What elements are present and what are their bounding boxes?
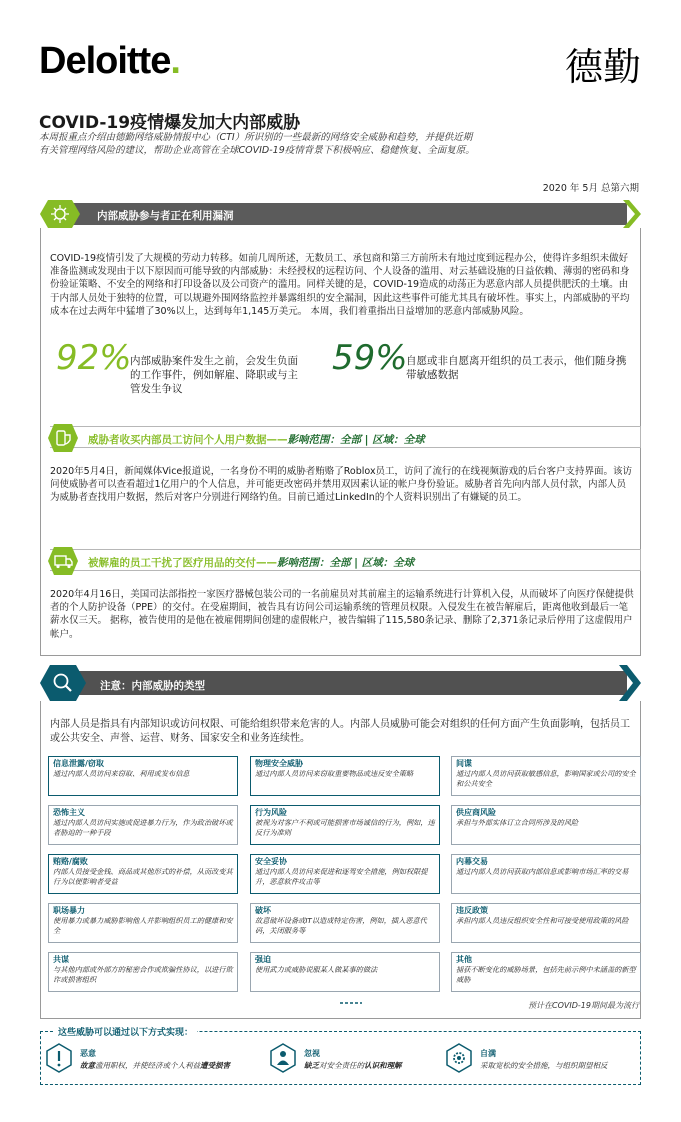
threat-type-card: 行为风险 被视为对客户不利或可能损害市场诚信的行为，例如，违反行为准则 [250,805,440,845]
section-title: 内部威胁参与者正在利用漏洞 [97,210,234,222]
section-banner-insider-threat [40,200,641,228]
virus-icon [40,200,80,228]
realization-item: 忽视 缺乏对安全责任的认识和理解 [270,1043,440,1077]
magnifier-icon [40,665,86,701]
case-header-medical: 被解雇的员工干扰了医疗用品的交付——影响范围：全部 | 区域：全球 [50,549,641,571]
issue-date: 2020 年 5月 总第六期 [542,183,639,194]
exclamation-icon [46,1043,72,1073]
truck-icon [48,547,78,575]
threat-type-card: 间谍 通过内部人员访问获取敏感信息，影响国家或公司的安全和公共安全 [451,756,641,796]
threat-type-card: 信息泄露/窃取 通过内部人员访问来窃取、利用或发布信息 [48,756,238,796]
page-title: COVID-19疫情爆发加大内部威胁 [39,113,301,133]
threat-type-card: 安全妥协 通过内部人员访问来促进和逐驾安全措施，例如权限提升，恶意软件攻击等 [250,854,440,894]
phone-shield-icon [48,424,78,452]
threat-realization-title: 这些威胁可以通过以下方式实现： [54,1025,197,1038]
threat-type-card: 供应商风险 承担与外部实体订立合同所涉及的风险 [451,805,641,845]
stat-description: 自愿或非自愿离开组织的员工表示，他们随身携带敏感数据 [406,355,627,381]
section-banner-types [40,665,641,701]
arrow-right-icon [623,200,641,228]
case-header-roblox: 威胁者收买内部员工访问个人用户数据——影响范围：全部 | 区域：全球 [50,426,641,448]
threat-type-card: 职场暴力 使用暴力或暴力威胁影响他人并影响组织员工的健康和安全 [48,903,238,943]
arrow-right-icon [619,665,641,701]
grid-footnote: 预计在COVID-19期间最为流行 [528,1001,639,1010]
threat-type-card: 违反政策 承担内部人员违反组织安全性和可接受使用政策的风险 [451,903,641,943]
realization-item: 自满 采取宽松的安全措施，与组织期望相反 [446,1043,636,1077]
stat-percent-92: 92% [56,338,132,378]
gear-person-icon [446,1043,472,1073]
stat-percent-59: 59% [332,338,408,378]
realization-item: 恶意 故意滥用职权，并使经济或个人利益遭受损害 [46,1043,256,1077]
threat-type-card: 物理安全威胁 通过内部人员访问来窃取重要物品或违反安全策略 [250,756,440,796]
legend-line-icon [340,1000,362,1006]
threat-type-card: 贿赂/腐败 内部人员接受金钱、商品或其他形式的补偿，从而改变其行为以便影响者受益 [48,854,238,894]
case2-body: 2020年4月16日，美国司法部指控一家医疗器械包装公司的一名前雇员对其前雇主的运输系统进行计算机入侵，从而破坏了向医疗保健提供者的个人防护设备（PPE）的交付。在受雇期间，被告具有访问公司运输系统的管理员权限。入侵发生在被告解雇后，距离他收到最后一笔薪水仅三天。 据称，被告使用的是他在被雇佣期间创建的虚假帐户，被告编辑了115,580条记录、删除了2,371条记录后停用了这虚假用户帐户。 [50,589,634,640]
deloitte-logo: Deloitte. [39,40,180,82]
types-intro: 内部人员是指具有内部知识或访问权限、可能给组织带来危害的人。内部人员威胁可能会对组织的任何方面产生负面影响，包括员工或公共安全、声誉、运营、财务、国家安全和业务连续性。 [50,719,630,744]
section1-body: COVID-19疫情引发了大规模的劳动力转移。如前几周所述，无数员工、承包商和第三方前所未有地过度到远程办公，使得许多组织未做好准备监测或发现由于以下原因而可能导致的内部威胁：未经授权的远程访问、个人设备的滥用、对云基础设施的日益依赖、薄弱的密码和身份验证策略、不安全的网络和打印设备以及公司资产的滥用。同样关键的是，COVID-19造成的动荡正为恶意内部人员提供肥沃的土壤。由于内部人员处于独特的位置，可以规避外围网络监控并暴露组织的安全漏洞，因此这些事件可能尤其具有破坏性。事实上，内部威胁的平均成本在过去两年中猛增了30%以上，达到每年1,145万美元。 本周，我们着重指出日益增加的恶意内部威胁风险。 [50,253,630,317]
threat-type-card: 破坏 故意破坏设备或IT以造成特定伤害，例如，插入恶意代码，关闭服务等 [250,903,440,943]
person-icon [270,1043,296,1073]
case1-body: 2020年5月4日，新闻媒体Vice报道说，一名身份不明的威胁者贿赂了Roblox员工，访问了流行的在线视频游戏的后台客户支持界面。该访问使威胁者可以查看超过1亿用户的个人信息，并可能更改密码并禁用双因素认证的帐户身份验证。威胁者首先向内部人员付款，内部人员为威胁者查找用户数据，然后对客户分别进行网络钓鱼。目前已通过LinkedIn的个人资料识别出了有嫌疑的员工。 [50,466,633,504]
deloitte-chinese-logo: 德勤 [564,45,641,89]
threat-type-card: 其他 捕获不断变化的威胁场景，包括先前示例中未涵盖的新型威胁 [451,952,641,992]
page-subtitle: 本周报重点介绍由德勤网络威胁情报中心（CTI）所识别的一些最新的网络安全威胁和趋势，并提供近期有关管理网络风险的建议，帮助企业高管在全球COVID-19疫情背景下积极响应、稳健恢复、全面复原。 [39,132,475,156]
threat-type-card: 恐怖主义 通过内部人员访问实施或促进暴力行为，作为政治破坏或者胁迫的一种手段 [48,805,238,845]
threat-type-card: 强迫 使用武力或威胁说服某人做某事的做法 [250,952,440,992]
threat-type-card: 内幕交易 通过内部人员访问获取内部信息或影响市场汇率的交易 [451,854,641,894]
threat-type-card: 共谋 与其他内部或外部方的秘密合作或欺骗性协议，以进行欺诈或损害组织 [48,952,238,992]
section-title: 注意：内部威胁的类型 [100,680,205,692]
stat-description: 内部威胁案件发生之前，会发生负面的工作事件，例如解雇、降职或与主管发生争议 [130,355,298,395]
